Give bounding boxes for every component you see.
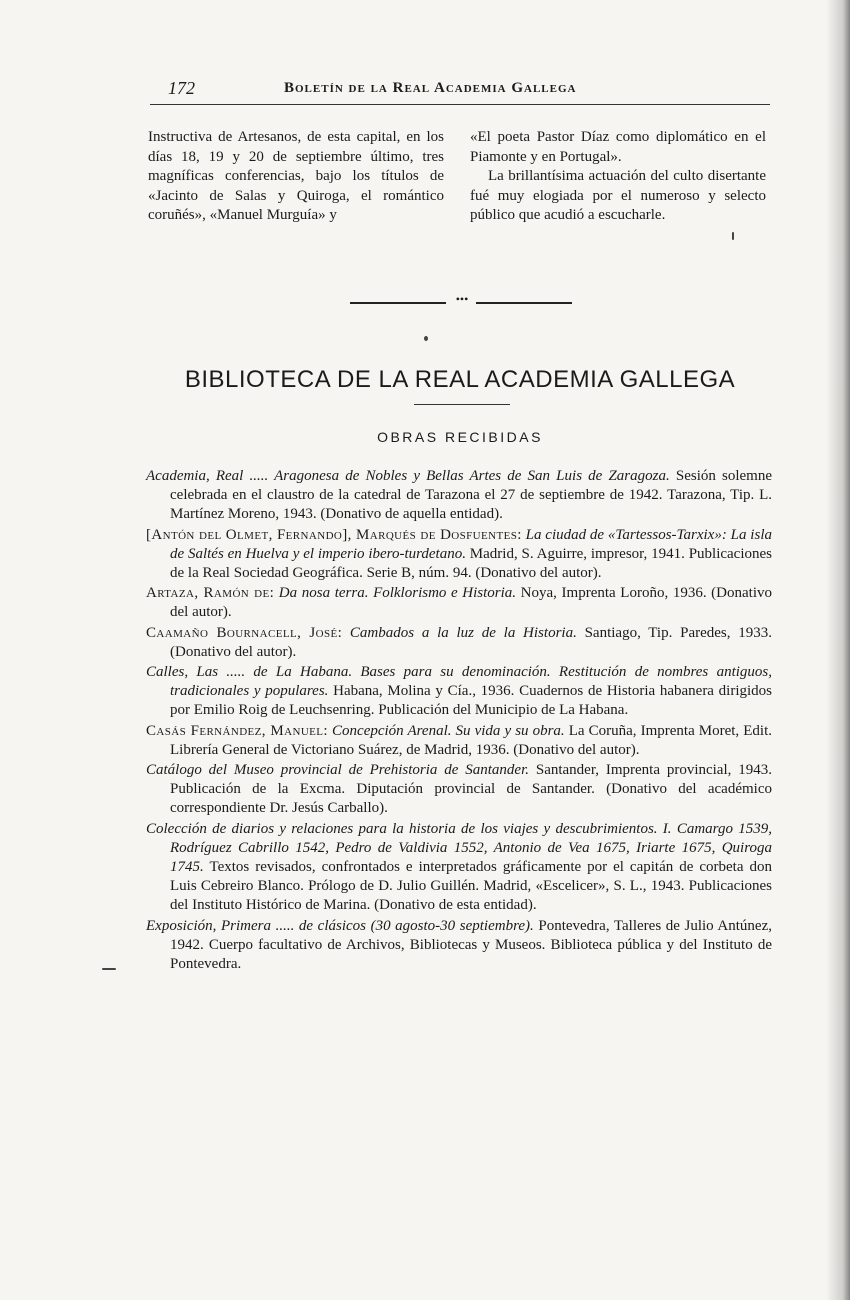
entry-author: Artaza, Ramón de:: [146, 585, 275, 602]
bibliography-entry: [146, 624, 772, 662]
entry-details: Pontevedra, Talleres de Julio Antúnez, 1942. Cuerpo facultativo de Archivos, Bibliotecas y Museos. Biblioteca pública y del Instituto de Pontevedra.: [170, 917, 772, 973]
journal-title: Boletín de la Real Academia Gallega: [284, 80, 577, 96]
entry-title: Da nosa terra. Folklorismo e Historia.: [274, 585, 517, 602]
bibliography-entry: [146, 467, 772, 525]
header-rule: [150, 104, 770, 105]
bibliography-entry: [146, 761, 772, 819]
entry-details: La Coruña, Imprenta Moret, Edit. Librería General de Victoriano Suárez, de Madrid, 1936. (Donativo del autor).: [170, 722, 772, 758]
scan-mark: [424, 336, 428, 341]
page-number: 172: [168, 78, 195, 98]
entry-author: Caamaño Bournacell, José:: [146, 624, 343, 641]
entry-title: Calles, Las ..... de La Habana. Bases para su denominación. Restitución de nombres antiguos, tradicionales y populares.: [146, 664, 772, 700]
title-rule: [414, 404, 510, 405]
scan-mark: [102, 968, 116, 970]
subsection-title: OBRAS RECIBIDAS: [377, 429, 543, 445]
entry-details: Habana, Molina y Cía., 1936. Cuadernos de Historia habanera dirigidos por Emilio Roig de Leuchsenring. Publicación del Municipio de La Habana.: [170, 683, 773, 719]
entry-details: Madrid, S. Aguirre, impresor, 1941. Publicaciones de la Real Sociedad Geográfica. Serie B, núm. 94. (Donativo del autor).: [170, 545, 773, 582]
entry-title: Catálogo del Museo provincial de Prehistoria de Santander.: [146, 762, 530, 779]
section-title: BIBLIOTECA DE LA REAL ACADEMIA GALLEGA: [184, 366, 736, 393]
scan-mark: [732, 232, 734, 240]
left-column-text: Instructiva de Artesanos, de esta capital, en los días 18, 19 y 20 de septiembre último, tres magníficas conferencias, bajo los títulos de «Jacinto de Salas y Quiroga, el romántico coruñés», «Manuel Murguía» y: [148, 129, 444, 223]
entry-details: Textos revisados, confrontados e interpretados gráficamente por el capitán de corbeta don Luis Cebreiro Blanco. Prólogo de D. Julio Guillén. Madrid, «Escelicer», S. L., 1943. Publicaciones del Instituto Histórico de Marina. (Donativo de esta entidad).: [170, 859, 772, 914]
entry-title: La ciudad de «Tartessos-Tarxix»: La isla de Saltés en Huelva y el imperio ibero-turdetano.: [170, 526, 772, 562]
ornament-line-left: [350, 302, 446, 304]
bibliography-entry: [146, 584, 772, 622]
entry-details: Santiago, Tip. Paredes, 1933. (Donativo del autor).: [170, 624, 772, 660]
entry-title: Concepción Arenal. Su vida y su obra.: [327, 722, 565, 739]
entry-author: [Antón del Olmet, Fernando], Marqués de Dosfuentes:: [146, 526, 522, 543]
bibliography-entry: [146, 526, 772, 584]
entry-details: Santander, Imprenta provincial, 1943. Publicación de la Excma. Diputación provincial de Santander. (Donativo del académico correspondiente Dr. Jesús Carballo).: [170, 762, 772, 817]
section-divider-ornament: [350, 292, 572, 306]
entry-title: Academia, Real ..... Aragonesa de Nobles y Bellas Artes de San Luis de Zaragoza.: [146, 468, 670, 484]
entry-title: Colección de diarios y relaciones para la historia de los viajes y descubrimientos. I. Camargo 1539, Rodríguez Cabrillo 1542, Pedro de Valdivia 1552, Antonio de Vea 1675, Iriarte 1675, Quiroga 1745.: [146, 820, 772, 876]
entry-details: Sesión solemne celebrada en el claustro de la catedral de Tarazona el 27 de septiembre de 1942. Tarazona, Tip. L. Martínez Moreno, 1943. (Donativo de aquella entidad).: [170, 468, 772, 523]
entry-title: Cambados a la luz de la Historia.: [342, 624, 577, 641]
ornament-line-right: [476, 302, 572, 304]
page-edge-shadow: [826, 0, 850, 1300]
left-column: [148, 128, 444, 226]
running-head: [164, 78, 770, 102]
entry-details: Noya, Imprenta Loroño, 1936. (Donativo del autor).: [170, 585, 773, 621]
bibliography-entry: [146, 722, 772, 760]
entry-author: Casás Fernández, Manuel:: [146, 722, 328, 739]
right-column-paragraph-2: La brillantísima actuación del culto disertante fué muy elogiada por el numeroso y selecto público que acudió a escucharle.: [470, 168, 766, 223]
received-works-list: [146, 467, 772, 975]
bibliography-entry: [146, 663, 772, 721]
ornament-dots: •••: [455, 292, 469, 306]
bibliography-entry: [146, 820, 772, 916]
entry-title: Exposición, Primera ..... de clásicos (30 agosto-30 septiembre).: [146, 917, 534, 934]
right-column: [470, 128, 766, 226]
bibliography-entry: [146, 917, 772, 975]
right-column-paragraph-1: «El poeta Pastor Díaz como diplomático en el Piamonte y en Portugal».: [470, 129, 766, 165]
